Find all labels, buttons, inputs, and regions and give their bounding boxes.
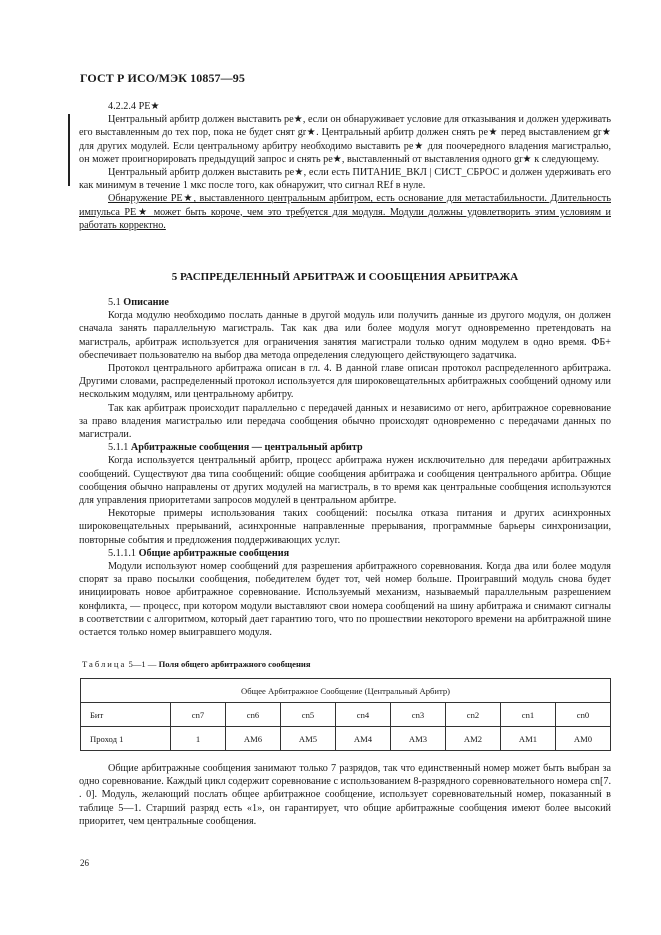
paragraph: Когда используется центральный арбитр, процесс арбитража нужен исключительно для передачи арбитражных сообщений. Существуют два типа сообщений: общие сообщения арбитража и сообщения центрального арбитра. Общие сообщения обычно направлены от других модулей на магистраль, в то время как центральные сообщения используются для управления приоритетами запросов модулей в центральном арбитре. [79, 455, 611, 507]
table-cell: AM4 [336, 727, 391, 751]
paragraph: Модули используют номер сообщений для разрешения арбитражного соревнования. Когда два или более модуля спорят за право посылки сообщения, победителем будет тот, чей номер больше. Проигравший модуль снова будет инициировать новое арбитражное соревнование. Используемый механизм, называемый параллельным разрешением конфликта, — процесс, при котором модули выставляют свои номера сообщений на шину арбитража и снимают сигналы в соответствии с алгоритмом, который дает гарантию того, что по прошествии некоторого времени на арбитражной шине остается только номер выигравшего модуля. [79, 561, 611, 639]
underlined-paragraph: Обнаружение РЕ★, выставленного центральным арбитром, есть основание для метастабильности. Длительность импульса РЕ★ может быть короче, чем это требуется для модуля. Модули должны удовлетворить этим условиям и работать корректно. [79, 193, 611, 231]
page-number: 26 [80, 858, 89, 868]
paragraph: Центральный арбитр должен выставить ре★, если он обнаруживает условие для отказывания и должен удерживать его выставленным до тех пор, пока не будет снят gr★. Центральный арбитр должен снять ре★ перед выставлением gr★ для других модулей. Если центральному арбитру необходимо выставить ре★ для поочередного владения магистралью, он может проигнорировать предыдущий запрос и снять ре★, выставленный от выставления одного gr★ к следующему. [79, 114, 611, 165]
section-5-body [79, 296, 611, 639]
table-row [81, 727, 611, 751]
subsection-number: 5.1 [108, 297, 121, 308]
caption-number: 5—1 — [128, 659, 157, 669]
subsection-title: Общие арбитражные сообщения [138, 547, 290, 559]
paragraph: Некоторые примеры использования таких сообщений: посылка отказа питания и других асинхронных широковещательных прерываний, асинхронные направленные прерывания, программные барьеры синхронизации, повторные события и предложения поддерживающих услуг. [79, 508, 611, 546]
table-cell: 1 [171, 727, 226, 751]
table-header-row [81, 679, 611, 703]
paragraph: Так как арбитраж происходит параллельно с передачей данных и независимо от него, арбитражное соревнование за право владения магистралью или передача сообщения обычно происходят одновременно с передачами данных по магистрали. [79, 402, 611, 441]
subsection-number: 5.1.1.1 [108, 547, 137, 559]
table-row [81, 703, 611, 727]
table-header: Общее Арбитражное Сообщение (Центральный Арбитр) [81, 679, 611, 703]
subsection-number: 5.1.1 [108, 442, 129, 454]
table-cell: AM5 [281, 727, 336, 751]
arbitration-message-table [80, 678, 611, 751]
table-cell: cn5 [281, 703, 336, 727]
caption-prefix: Таблица [82, 659, 127, 669]
table-cell: cn2 [446, 703, 501, 727]
table-cell: cn6 [226, 703, 281, 727]
revision-bar [68, 114, 70, 186]
subsection-5-1-1-1-heading [108, 547, 611, 560]
subsection-title: Арбитражные сообщения — центральный арбитр [130, 442, 363, 454]
paragraph: Общие арбитражные сообщения занимают только 7 разрядов, так что единственный номер может быть выбран за одно соревнование. Каждый цикл содержит соревнование с использованием 8-разрядного соревновательного номера cn[7. . 0]. Модуль, желающий послать общее арбитражное сообщение, использует соревновательный номер, показанный в таблице 5—1. Старший разряд есть «1», он гарантирует, что общие арбитражные сообщения имеют более высокий приоритет, чем центральные сообщения. [79, 763, 612, 827]
table-caption [82, 659, 311, 669]
table-cell: cn4 [336, 703, 391, 727]
section-5-title: 5 РАСПРЕДЕЛЕННЫЙ АРБИТРАЖ И СООБЩЕНИЯ АРБИТРАЖА [171, 271, 519, 283]
table-cell: cn1 [501, 703, 556, 727]
paragraph: Центральный арбитр должен выставить ре★, если есть ПИТАНИЕ_ВКЛ | СИСТ_СБРОС и должен удерживать его как минимум в течение 1 мкс после того, как обнаружит, что сигнал REf в нуле. [79, 167, 611, 192]
table-cell: cn0 [556, 703, 611, 727]
subsection-5-1-heading [108, 296, 611, 309]
table-cell: AM0 [556, 727, 611, 751]
table-cell: Бит [81, 703, 171, 727]
table-cell: cn3 [391, 703, 446, 727]
caption-title: Поля общего арбитражного сообщения [158, 659, 311, 669]
closing-paragraph-block [79, 762, 611, 828]
table-cell: AM3 [391, 727, 446, 751]
table-cell: Проход 1 [81, 727, 171, 751]
table-cell: AM1 [501, 727, 556, 751]
table-cell: cn7 [171, 703, 226, 727]
table-cell: AM2 [446, 727, 501, 751]
paragraph: Когда модулю необходимо послать данные в другой модуль или получить данные из другого модуля, он должен сначала занять параллельную магистраль. Так как два или более модуля могут одновременно претендовать на магистраль, арбитраж используется для ограничения занятия магистрали только одним модулем в одно время. ФБ+ обеспечивает пользователю на выбор два метода определения следующего действующего задатчика. [79, 310, 611, 361]
document-header: ГОСТ Р ИСО/МЭК 10857—95 [80, 71, 245, 85]
subsection-title: Описание [123, 297, 169, 308]
table-cell: AM6 [226, 727, 281, 751]
subsection-5-1-1-heading [108, 441, 611, 454]
paragraph: Протокол центрального арбитража описан в гл. 4. В данной главе описан протокол распределенного арбитража. Другими словами, распределенный протокол используется для широковещательных арбитражных сообщений одному или нескольким модулям, или центральному арбитру. [79, 363, 611, 401]
clause-4-2-2-4-heading: 4.2.2.4 РЕ★ [108, 101, 160, 112]
clause-4-2-2-4 [79, 100, 611, 232]
